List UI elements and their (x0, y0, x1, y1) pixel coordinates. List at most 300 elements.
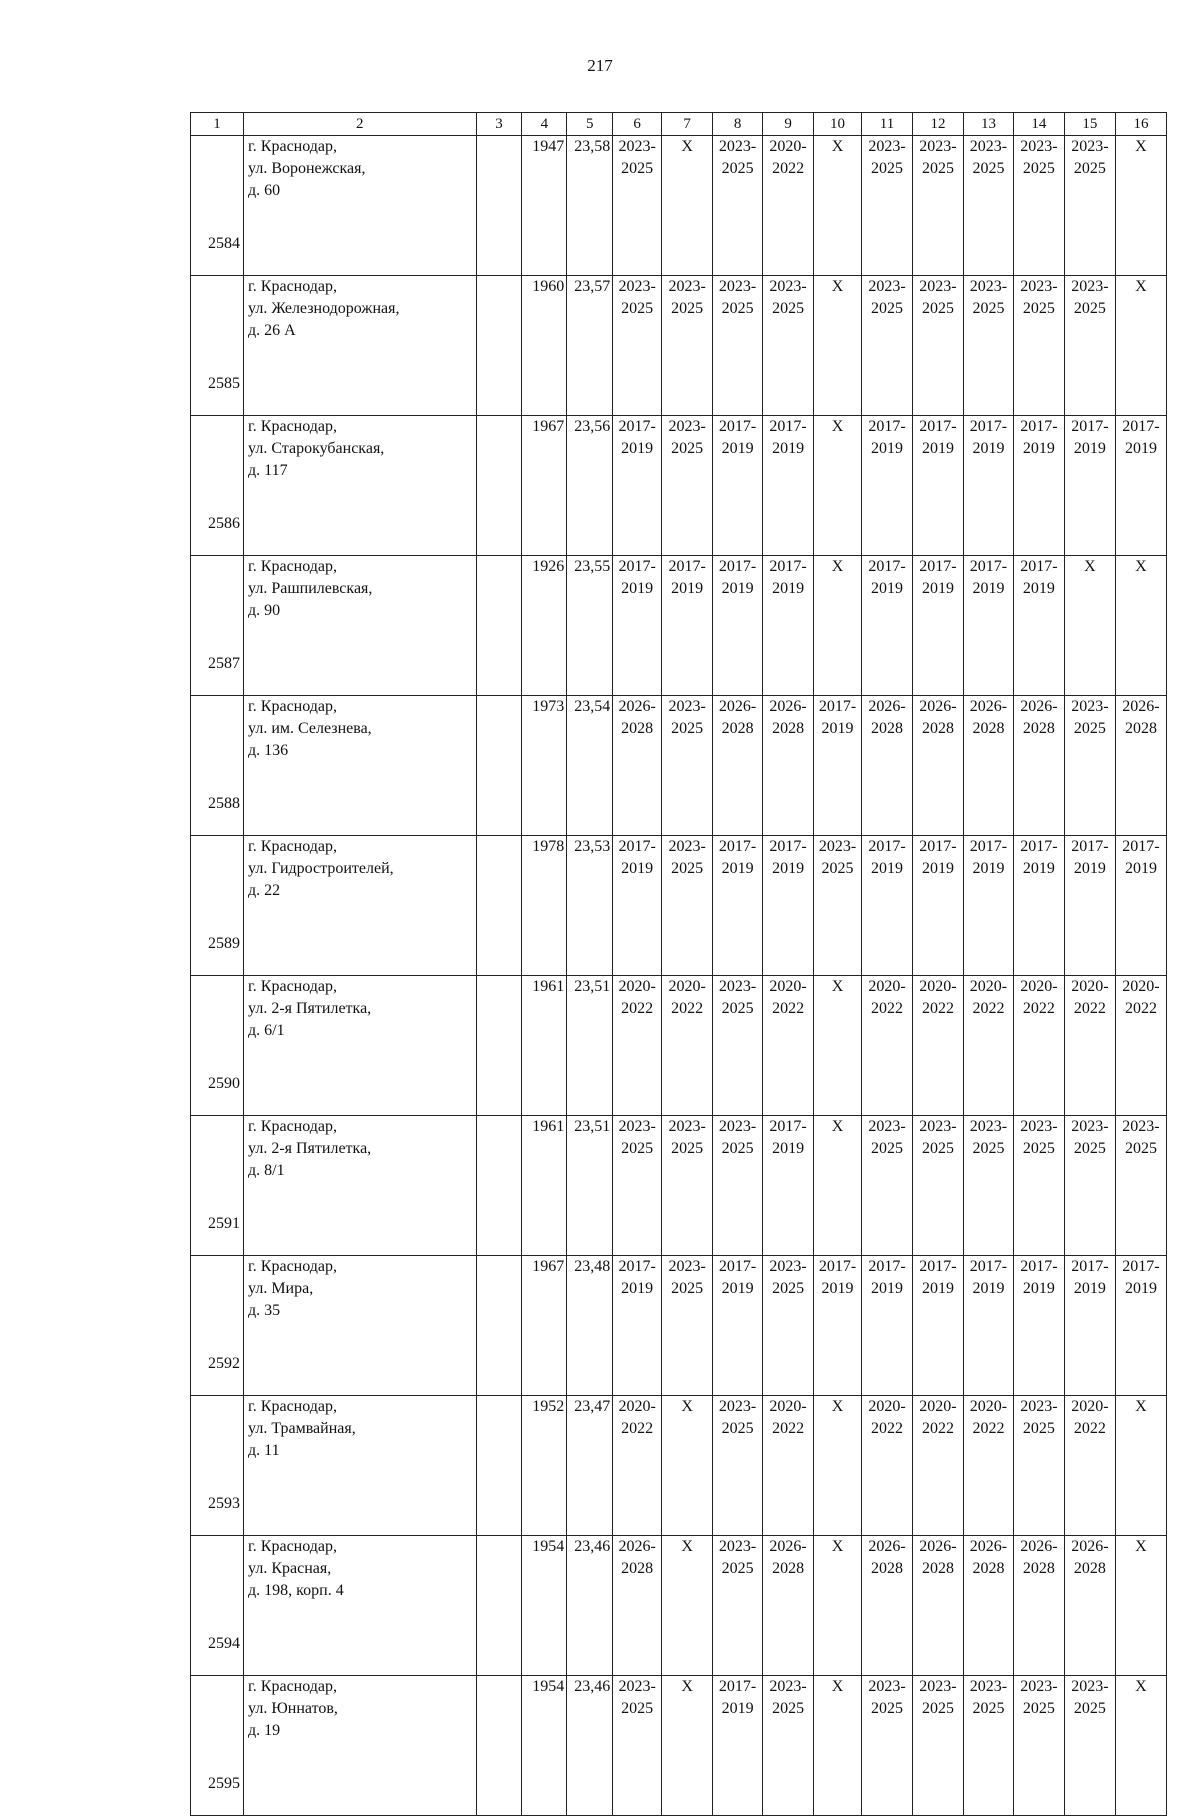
period-text: 2025 (621, 300, 654, 317)
year-cell: 1961 (522, 976, 567, 1116)
period-cell-col-7 (662, 836, 713, 976)
period-text: 2020- (969, 1398, 1008, 1415)
period-cell-col-9 (763, 1536, 814, 1676)
period-cell-col-9 (763, 1256, 814, 1396)
address-cell (244, 136, 477, 276)
column-3-cell (476, 416, 522, 556)
period-text: 2023- (1122, 1118, 1160, 1135)
row-number: 2593 (191, 1396, 244, 1536)
address-line: г. Краснодар, (248, 838, 338, 855)
period-text: 2025 (671, 1280, 704, 1297)
period-text: 2017- (1020, 558, 1058, 575)
period-text: 2020- (618, 978, 656, 995)
address-line: г. Краснодар, (248, 278, 338, 295)
period-text: 2026- (868, 698, 906, 715)
address-line: г. Краснодар, (248, 1118, 338, 1135)
period-cell-col-8 (713, 136, 763, 276)
period-text: 2025 (972, 1700, 1005, 1717)
value-cell: 23,55 (567, 556, 613, 696)
period-text: 2026- (868, 1538, 906, 1555)
period-text: 2017- (818, 1258, 857, 1275)
address-cell (244, 1536, 477, 1676)
period-text: 2023- (718, 978, 757, 995)
period-text: 2025 (772, 1700, 805, 1717)
period-text: 2020- (969, 978, 1008, 995)
period-text: 2025 (721, 1560, 754, 1577)
column-header-10: 10 (814, 113, 862, 136)
period-text: 2019 (972, 440, 1005, 457)
period-text: 2023- (1020, 1398, 1058, 1415)
period-text: 2020- (769, 978, 807, 995)
period-text: 2025 (870, 1700, 903, 1717)
value-cell: 23,51 (567, 1116, 613, 1256)
period-text: 2017- (969, 1258, 1008, 1275)
period-text: 2023- (1071, 698, 1109, 715)
period-text: 2025 (1073, 1700, 1106, 1717)
period-cell-col-13 (963, 136, 1013, 276)
period-text: 2020- (919, 1398, 957, 1415)
value-cell: 23,54 (567, 696, 613, 836)
period-text: 2019 (721, 1280, 754, 1297)
period-cell-col-12 (912, 276, 963, 416)
period-text: 2025 (671, 300, 704, 317)
year-cell: 1967 (522, 416, 567, 556)
period-cell-col-6 (613, 1536, 662, 1676)
column-3-cell (476, 556, 522, 696)
period-text: 2022 (870, 1000, 903, 1017)
address-line: ул. Старокубанская, (248, 440, 385, 457)
column-header-1: 1 (191, 113, 244, 136)
column-header-11: 11 (861, 113, 912, 136)
period-text: 2023- (718, 1398, 757, 1415)
period-cell-col-6 (613, 1116, 662, 1256)
period-cell-col-14 (1013, 1116, 1064, 1256)
address-line: г. Краснодар, (248, 698, 338, 715)
period-text: 2023- (1071, 138, 1109, 155)
period-text: 2019 (972, 1280, 1005, 1297)
period-cell-col-14 (1013, 1396, 1064, 1536)
period-cell-col-7 (662, 136, 713, 276)
column-3-cell (476, 1396, 522, 1536)
period-text: 2019 (1124, 440, 1157, 457)
period-text: 2023- (969, 1678, 1008, 1695)
row-number: 2587 (191, 556, 244, 696)
period-text: 2019 (870, 580, 903, 597)
period-text: 2025 (870, 1140, 903, 1157)
period-text: 2017- (718, 1258, 757, 1275)
value-cell: 23,56 (567, 416, 613, 556)
period-cell-col-6 (613, 976, 662, 1116)
period-cell-col-11 (861, 696, 912, 836)
period-text: 2017- (769, 1118, 807, 1135)
period-text: 2025 (721, 1420, 754, 1437)
column-3-cell (476, 1256, 522, 1396)
year-cell: 1954 (522, 1536, 567, 1676)
year-cell: 1961 (522, 1116, 567, 1256)
period-cell-col-12 (912, 1116, 963, 1256)
period-text: 2023- (668, 418, 706, 435)
period-text: X (681, 1538, 693, 1555)
period-text: 2028 (621, 1560, 654, 1577)
period-cell-col-12 (912, 1396, 963, 1536)
period-text: 2019 (721, 580, 754, 597)
period-text: 2019 (1022, 440, 1055, 457)
period-text: 2017- (969, 838, 1008, 855)
period-text: 2023- (618, 278, 656, 295)
address-line: д. 11 (248, 1442, 280, 1459)
column-header-4: 4 (522, 113, 567, 136)
period-text: 2023- (919, 138, 957, 155)
period-cell-col-14 (1013, 276, 1064, 416)
period-cell-col-15 (1064, 1536, 1115, 1676)
period-text: 2023- (718, 1118, 757, 1135)
value-cell: 23,57 (567, 276, 613, 416)
period-cell-col-12 (912, 696, 963, 836)
column-header-8: 8 (713, 113, 763, 136)
period-text: 2026- (969, 1538, 1008, 1555)
period-cell-col-11 (861, 1536, 912, 1676)
period-cell-col-13 (963, 696, 1013, 836)
period-text: X (1135, 1538, 1147, 1555)
period-text: 2017- (1020, 1258, 1058, 1275)
period-text: 2020- (769, 138, 807, 155)
period-cell-col-6 (613, 136, 662, 276)
period-text: 2022 (772, 1420, 805, 1437)
period-text: 2019 (772, 580, 805, 597)
period-text: 2020- (1020, 978, 1058, 995)
period-text: 2017- (618, 1258, 656, 1275)
period-cell-col-16 (1115, 1396, 1166, 1536)
period-cell-col-10 (814, 416, 862, 556)
period-text: X (1135, 278, 1147, 295)
period-text: 2022 (1124, 1000, 1157, 1017)
period-cell-col-9 (763, 556, 814, 696)
period-text: 2019 (721, 440, 754, 457)
period-text: 2017- (919, 1258, 957, 1275)
period-cell-col-16 (1115, 276, 1166, 416)
period-text: 2023- (919, 278, 957, 295)
period-text: 2023- (969, 138, 1008, 155)
address-line: д. 117 (248, 462, 288, 479)
year-cell: 1926 (522, 556, 567, 696)
period-text: 2025 (1124, 1140, 1157, 1157)
period-text: X (681, 1398, 693, 1415)
address-cell (244, 556, 477, 696)
period-cell-col-9 (763, 836, 814, 976)
period-cell-col-14 (1013, 556, 1064, 696)
period-cell-col-16 (1115, 836, 1166, 976)
address-line: г. Краснодар, (248, 1538, 338, 1555)
table-row (191, 1256, 1167, 1396)
period-cell-col-6 (613, 1256, 662, 1396)
period-cell-col-15 (1064, 556, 1115, 696)
year-cell: 1967 (522, 1256, 567, 1396)
period-text: 2017- (1071, 838, 1109, 855)
column-3-cell (476, 136, 522, 276)
period-cell-col-7 (662, 1116, 713, 1256)
value-cell: 23,58 (567, 136, 613, 276)
address-line: ул. Трамвайная, (248, 1420, 356, 1437)
period-cell-col-14 (1013, 1536, 1064, 1676)
period-cell-col-8 (713, 276, 763, 416)
period-text: 2023- (769, 278, 807, 295)
period-cell-col-15 (1064, 136, 1115, 276)
address-line: ул. Воронежская, (248, 160, 366, 177)
period-cell-col-16 (1115, 136, 1166, 276)
period-cell-col-6 (613, 556, 662, 696)
year-cell: 1960 (522, 276, 567, 416)
period-text: 2025 (870, 160, 903, 177)
period-cell-col-16 (1115, 416, 1166, 556)
period-text: 2023- (769, 1258, 807, 1275)
period-cell-col-8 (713, 556, 763, 696)
period-text: 2022 (972, 1420, 1005, 1437)
period-text: 2026- (919, 698, 957, 715)
period-text: 2017- (969, 558, 1008, 575)
period-cell-col-15 (1064, 416, 1115, 556)
period-text: X (831, 1118, 844, 1135)
period-text: 2023- (969, 278, 1008, 295)
period-text: 2022 (671, 1000, 704, 1017)
period-text: 2020- (618, 1398, 656, 1415)
period-text: 2017- (718, 558, 757, 575)
period-text: 2017- (1020, 418, 1058, 435)
period-text: 2028 (1022, 720, 1055, 737)
period-cell-col-12 (912, 416, 963, 556)
column-header-13: 13 (963, 113, 1013, 136)
period-cell-col-6 (613, 836, 662, 976)
period-cell-col-11 (861, 1116, 912, 1256)
period-text: 2017- (769, 838, 807, 855)
period-cell-col-9 (763, 276, 814, 416)
period-text: 2019 (972, 860, 1005, 877)
period-cell-col-14 (1013, 836, 1064, 976)
address-line: г. Краснодар, (248, 558, 338, 575)
page-number: 217 (587, 56, 613, 75)
address-cell (244, 836, 477, 976)
year-cell: 1978 (522, 836, 567, 976)
address-line: д. 22 (248, 882, 281, 899)
period-text: 2025 (870, 300, 903, 317)
value-cell: 23,53 (567, 836, 613, 976)
period-text: 2028 (772, 1560, 805, 1577)
period-text: 2025 (621, 1140, 654, 1157)
address-line: ул. Рашпилевская, (248, 580, 373, 597)
period-cell-col-11 (861, 1256, 912, 1396)
period-text: 2019 (621, 1280, 654, 1297)
period-cell-col-7 (662, 1536, 713, 1676)
address-line: д. 198, корп. 4 (248, 1582, 344, 1599)
period-text: 2025 (1022, 1420, 1055, 1437)
period-text: 2028 (1124, 720, 1157, 737)
period-text: 2019 (921, 1280, 954, 1297)
period-cell-col-13 (963, 836, 1013, 976)
table-row (191, 556, 1167, 696)
year-cell: 1973 (522, 696, 567, 836)
column-3-cell (476, 1536, 522, 1676)
period-text: 2023- (1020, 1118, 1058, 1135)
period-cell-col-13 (963, 556, 1013, 696)
period-text: 2022 (621, 1000, 654, 1017)
period-text: X (831, 1398, 844, 1415)
period-text: X (831, 278, 844, 295)
column-header-9: 9 (763, 113, 814, 136)
period-cell-col-12 (912, 836, 963, 976)
period-cell-col-14 (1013, 696, 1064, 836)
period-text: 2023- (718, 1538, 757, 1555)
period-text: 2017- (919, 558, 957, 575)
period-cell-col-16 (1115, 696, 1166, 836)
address-cell (244, 276, 477, 416)
address-line: д. 60 (248, 182, 281, 199)
row-number: 2584 (191, 136, 244, 276)
period-text: 2017- (868, 418, 906, 435)
address-line: г. Краснодар, (248, 1258, 338, 1275)
value-cell: 23,48 (567, 1256, 613, 1396)
period-cell-col-11 (861, 836, 912, 976)
period-cell-col-10 (814, 1116, 862, 1256)
column-3-cell (476, 1116, 522, 1256)
period-text: 2028 (921, 1560, 954, 1577)
period-text: 2026- (1020, 698, 1058, 715)
period-text: 2019 (1022, 1280, 1055, 1297)
address-line: ул. им. Селезнева, (248, 720, 372, 737)
period-text: 2017- (1071, 418, 1109, 435)
period-cell-col-9 (763, 1116, 814, 1256)
period-cell-col-10 (814, 1256, 862, 1396)
period-cell-col-11 (861, 976, 912, 1116)
column-3-cell (476, 696, 522, 836)
period-cell-col-10 (814, 136, 862, 276)
table-row (191, 976, 1167, 1116)
address-line: г. Краснодар, (248, 1678, 338, 1695)
period-text: 2023- (618, 1118, 656, 1135)
period-text: X (1084, 558, 1096, 575)
period-cell-col-9 (763, 1396, 814, 1536)
period-text: 2022 (921, 1000, 954, 1017)
period-text: 2025 (621, 1700, 654, 1717)
period-text: X (681, 1678, 693, 1695)
period-text: 2017- (718, 1678, 757, 1695)
period-text: 2019 (1124, 1280, 1157, 1297)
address-line: д. 6/1 (248, 1022, 285, 1039)
table-row (191, 696, 1167, 836)
period-text: 2019 (721, 1700, 754, 1717)
period-cell-col-15 (1064, 976, 1115, 1116)
period-text: X (831, 978, 844, 995)
period-text: 2028 (870, 1560, 903, 1577)
period-cell-col-10 (814, 1536, 862, 1676)
period-text: 2019 (921, 580, 954, 597)
period-text: 2017- (868, 558, 906, 575)
column-header-3: 3 (476, 113, 522, 136)
period-cell-col-16 (1115, 1116, 1166, 1256)
period-text: 2020- (1122, 978, 1160, 995)
address-line: ул. Красная, (248, 1560, 332, 1577)
address-line: д. 90 (248, 602, 281, 619)
period-text: 2025 (921, 1140, 954, 1157)
address-cell (244, 416, 477, 556)
period-text: 2017- (969, 418, 1008, 435)
period-text: 2020- (919, 978, 957, 995)
period-text: 2019 (921, 440, 954, 457)
period-cell-col-13 (963, 1396, 1013, 1536)
header-row (191, 113, 1167, 136)
period-text: 2025 (972, 1140, 1005, 1157)
value-cell: 23,51 (567, 976, 613, 1116)
row-number: 2585 (191, 276, 244, 416)
period-text: 2023- (718, 138, 757, 155)
period-text: 2017- (718, 418, 757, 435)
period-cell-col-9 (763, 976, 814, 1116)
period-text: 2025 (721, 1000, 754, 1017)
period-text: 2022 (972, 1000, 1005, 1017)
period-text: 2022 (1073, 1000, 1106, 1017)
period-text: 2019 (772, 860, 805, 877)
period-text: 2025 (621, 160, 654, 177)
period-cell-col-13 (963, 416, 1013, 556)
period-cell-col-12 (912, 136, 963, 276)
period-text: 2026- (1071, 1538, 1109, 1555)
period-text: 2023- (668, 278, 706, 295)
period-cell-col-11 (861, 276, 912, 416)
period-cell-col-12 (912, 1256, 963, 1396)
period-text: 2028 (621, 720, 654, 737)
period-text: 2023- (969, 1118, 1008, 1135)
column-3-cell (476, 276, 522, 416)
period-cell-col-14 (1013, 416, 1064, 556)
period-cell-col-16 (1115, 976, 1166, 1116)
period-cell-col-10 (814, 276, 862, 416)
address-cell (244, 1396, 477, 1536)
period-text: 2017- (769, 558, 807, 575)
period-cell-col-8 (713, 1116, 763, 1256)
register-table (190, 112, 1167, 1816)
period-text: 2022 (1073, 1420, 1106, 1437)
period-text: 2025 (921, 1700, 954, 1717)
period-cell-col-11 (861, 1396, 912, 1536)
period-text: 2023- (668, 1118, 706, 1135)
period-text: 2023- (868, 1118, 906, 1135)
period-cell-col-15 (1064, 1396, 1115, 1536)
period-text: 2023- (1071, 1118, 1109, 1135)
period-text: 2019 (1073, 440, 1106, 457)
period-cell-col-10 (814, 1396, 862, 1536)
period-text: 2026- (618, 698, 656, 715)
period-cell-col-13 (963, 1256, 1013, 1396)
period-text: 2022 (772, 160, 805, 177)
period-cell-col-11 (861, 136, 912, 276)
period-text: X (1135, 138, 1147, 155)
period-text: X (1135, 1398, 1147, 1415)
period-text: 2023- (868, 138, 906, 155)
period-text: 2025 (671, 440, 704, 457)
period-text: 2025 (972, 160, 1005, 177)
value-cell: 23,46 (567, 1676, 613, 1816)
period-text: 2025 (721, 1140, 754, 1157)
period-text: 2023- (919, 1118, 957, 1135)
period-cell-col-10 (814, 556, 862, 696)
period-cell-col-13 (963, 1536, 1013, 1676)
period-text: 2025 (972, 300, 1005, 317)
period-text: 2019 (621, 860, 654, 877)
period-text: 2026- (769, 1538, 807, 1555)
period-text: 2023- (618, 138, 656, 155)
period-text: 2023- (618, 1678, 656, 1695)
period-text: 2019 (870, 1280, 903, 1297)
year-cell: 1952 (522, 1396, 567, 1536)
period-text: 2023- (1020, 278, 1058, 295)
